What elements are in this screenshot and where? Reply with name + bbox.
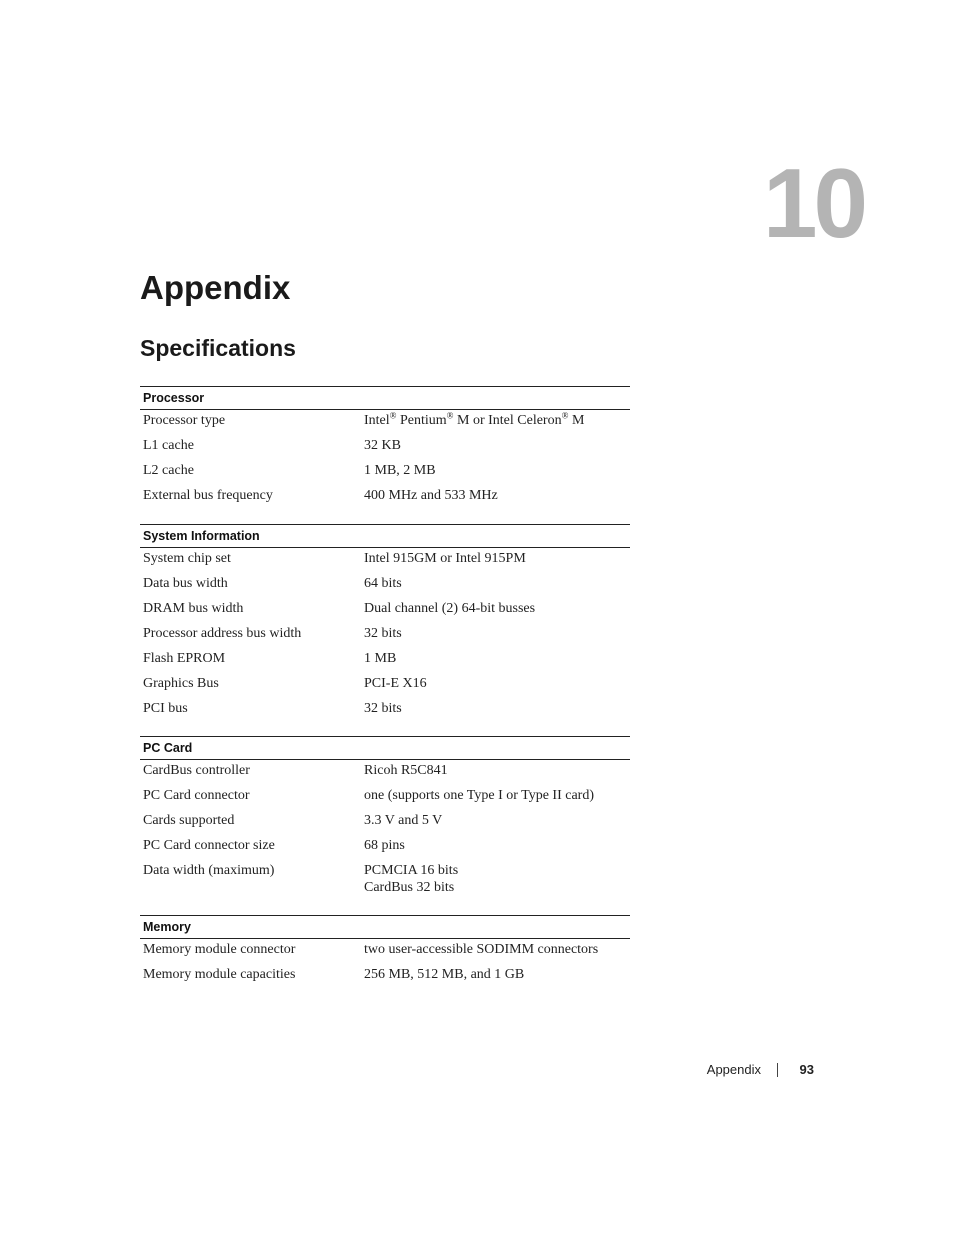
table-row — [140, 436, 630, 461]
row-value: 32 bits — [364, 626, 402, 641]
row-value: 400 MHz and 533 MHz — [364, 488, 498, 503]
processor-table — [140, 386, 630, 511]
row-label: Cards supported — [143, 813, 235, 828]
table-row — [140, 574, 630, 599]
row-label: Processor type — [143, 413, 226, 428]
table-row — [140, 649, 630, 674]
row-value: Dual channel (2) 64-bit busses — [364, 601, 536, 616]
table-row — [140, 761, 630, 786]
row-value: Intel 915GM or Intel 915PM — [364, 551, 526, 566]
value-line: PCMCIA 16 bits — [364, 863, 459, 878]
table-header: Processor — [140, 386, 630, 410]
chapter-title: Appendix — [140, 269, 291, 306]
row-value: PCI-E X16 — [364, 676, 427, 691]
chapter-number: 10 — [762, 148, 864, 258]
row-value: two user-accessible SODIMM connectors — [364, 942, 599, 957]
row-label: CardBus controller — [143, 763, 250, 778]
row-value: Ricoh R5C841 — [364, 763, 448, 778]
footer-label: Appendix — [706, 1062, 761, 1077]
table-header: System Information — [140, 524, 630, 548]
row-label: Data bus width — [143, 576, 228, 591]
row-value: 64 bits — [364, 576, 402, 591]
table-row — [140, 940, 630, 965]
page-number: 93 — [799, 1062, 814, 1077]
row-value: 3.3 V and 5 V — [364, 813, 443, 828]
table-row — [140, 599, 630, 624]
row-label: Graphics Bus — [143, 676, 219, 691]
row-value: 256 MB, 512 MB, and 1 GB — [364, 967, 525, 982]
value-line: CardBus 32 bits — [364, 880, 455, 895]
row-label: L1 cache — [143, 438, 194, 453]
table-row — [140, 786, 630, 811]
row-label: PC Card connector — [143, 788, 250, 803]
table-row — [140, 811, 630, 836]
row-value: 1 MB, 2 MB — [364, 463, 436, 478]
row-label: L2 cache — [143, 463, 194, 478]
section-title: Specifications — [140, 335, 296, 361]
registered-mark: ® — [389, 410, 397, 421]
row-label: External bus frequency — [143, 488, 273, 503]
table-row — [140, 624, 630, 649]
system-information-table — [140, 524, 630, 724]
row-value: 1 MB — [364, 651, 397, 666]
table-row — [140, 861, 630, 896]
table-row — [140, 461, 630, 486]
row-label: DRAM bus width — [143, 601, 244, 616]
table-row — [140, 699, 630, 724]
row-label: Memory module connector — [143, 942, 296, 957]
row-label: System chip set — [143, 551, 231, 566]
row-label: PC Card connector size — [143, 838, 275, 853]
page-footer — [600, 1060, 814, 1080]
memory-table — [140, 915, 630, 990]
table-row — [140, 411, 630, 436]
table-row — [140, 836, 630, 861]
row-label: PCI bus — [143, 701, 188, 716]
registered-mark: ® — [446, 410, 454, 421]
row-value: 32 bits — [364, 701, 402, 716]
row-value: Intel® Pentium® M or Intel Celeron® M — [364, 410, 585, 428]
row-value — [364, 861, 630, 896]
pc-card-table — [140, 736, 630, 896]
row-label: Data width (maximum) — [143, 863, 275, 878]
row-label: Memory module capacities — [143, 967, 296, 982]
registered-mark: ® — [561, 410, 569, 421]
row-value: one (supports one Type I or Type II card) — [364, 788, 595, 803]
table-row — [140, 549, 630, 574]
row-label: Processor address bus width — [143, 626, 302, 641]
table-header: Memory — [140, 915, 630, 939]
table-row — [140, 965, 630, 990]
row-label: Flash EPROM — [143, 651, 226, 666]
row-value: 68 pins — [364, 838, 405, 853]
table-row — [140, 674, 630, 699]
table-header: PC Card — [140, 736, 630, 760]
footer-divider — [777, 1063, 778, 1077]
table-row — [140, 486, 630, 511]
row-value: 32 KB — [364, 438, 401, 453]
